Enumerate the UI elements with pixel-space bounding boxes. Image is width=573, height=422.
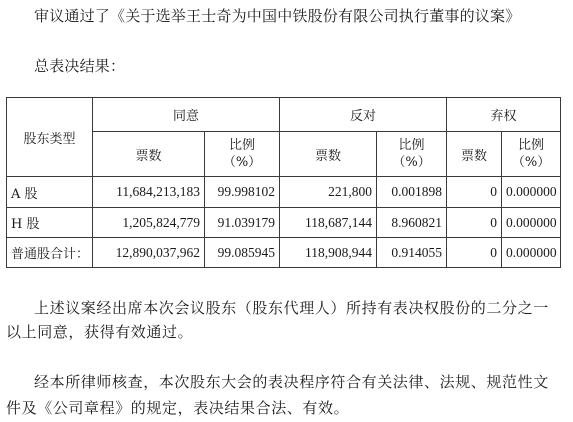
col-header-against-ratio <box>377 132 447 177</box>
for-votes-cell: 11,684,213,183 <box>93 177 205 208</box>
paragraph-review-line-1: 经本所律师核查，本次股东大会的表决程序符合有关法律、法规、规范性文 <box>34 373 549 391</box>
abstain-ratio-cell: 0.000000 <box>502 208 561 238</box>
col-header-for-votes: 票数 <box>93 132 205 177</box>
ratio-unit: （%） <box>222 155 262 170</box>
row-type: 普通股合计： <box>7 238 93 268</box>
against-ratio-cell: 8.960821 <box>377 208 447 238</box>
ratio-label: 比例 <box>229 138 256 153</box>
resolution-heading: 审议通过了《关于选举王士奇为中国中铁股份有限公司执行董事的议案》 <box>34 7 521 25</box>
table-header-row-groups <box>7 98 561 132</box>
col-header-against-votes: 票数 <box>280 132 377 177</box>
col-header-abstain-ratio <box>502 132 561 177</box>
abstain-votes-cell: 0 <box>447 238 502 268</box>
for-ratio-cell: 99.085945 <box>205 238 280 268</box>
col-group-for: 同意 <box>93 98 280 132</box>
for-votes-cell: 12,890,037,962 <box>93 238 205 268</box>
ratio-unit: （%） <box>392 155 431 170</box>
row-type: H 股 <box>7 208 93 238</box>
ratio-label: 比例 <box>398 138 425 153</box>
for-votes-cell: 1,205,824,779 <box>93 208 205 238</box>
paragraph-review-line-2: 件及《公司章程》的规定，表决结果合法、有效。 <box>6 399 350 417</box>
voting-results-table <box>6 97 561 268</box>
ratio-unit: （%） <box>511 155 551 170</box>
table-row <box>7 208 561 238</box>
table-row <box>7 238 561 268</box>
abstain-ratio-cell: 0.000000 <box>502 177 561 208</box>
against-ratio-cell: 0.914055 <box>377 238 447 268</box>
col-header-for-ratio <box>205 132 280 177</box>
table-row <box>7 177 561 208</box>
ratio-label: 比例 <box>518 138 545 153</box>
abstain-votes-cell: 0 <box>447 208 502 238</box>
col-header-shareholder-type: 股东类型 <box>7 98 93 177</box>
col-header-abstain-votes: 票数 <box>447 132 502 177</box>
against-votes-cell: 221,800 <box>280 177 377 208</box>
col-group-abstain: 弃权 <box>447 98 561 132</box>
abstain-ratio-cell: 0.000000 <box>502 238 561 268</box>
against-votes-cell: 118,687,144 <box>280 208 377 238</box>
total-result-label: 总表决结果： <box>34 57 126 75</box>
paragraph-approval-line-2: 以上同意，获得有效通过。 <box>6 323 194 341</box>
paragraph-approval-line-1: 上述议案经出席本次会议股东（股东代理人）所持有表决权股份的二分之一 <box>34 299 549 317</box>
for-ratio-cell: 91.039179 <box>205 208 280 238</box>
col-group-against: 反对 <box>280 98 447 132</box>
abstain-votes-cell: 0 <box>447 177 502 208</box>
for-ratio-cell: 99.998102 <box>205 177 280 208</box>
against-ratio-cell: 0.001898 <box>377 177 447 208</box>
against-votes-cell: 118,908,944 <box>280 238 377 268</box>
row-type: A 股 <box>7 177 93 208</box>
